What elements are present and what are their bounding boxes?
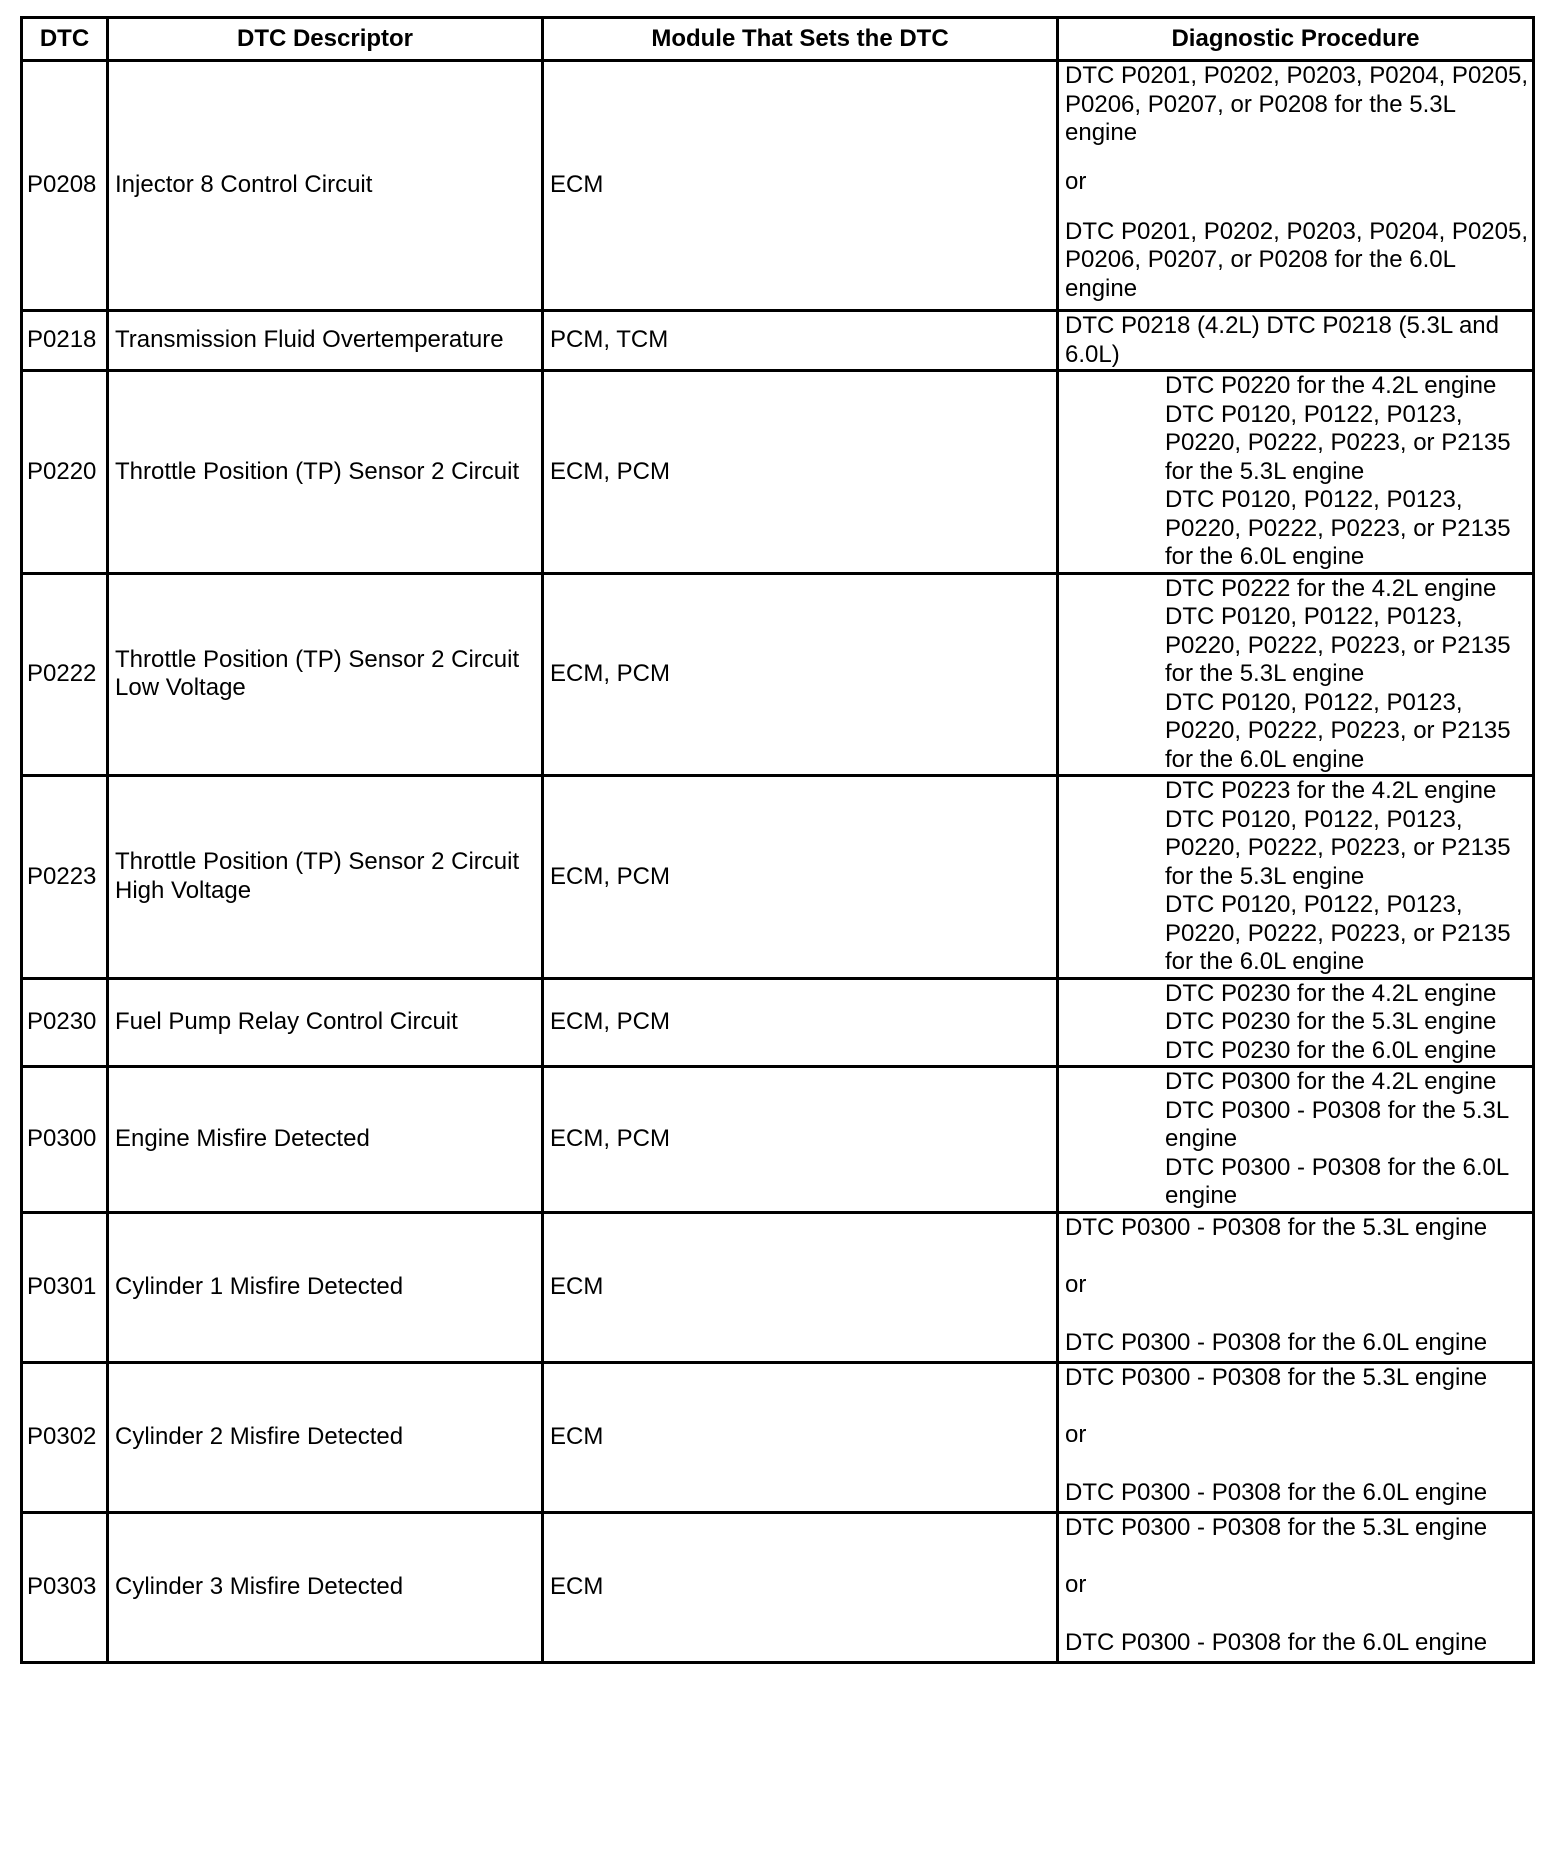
descriptor-cell: Throttle Position (TP) Sensor 2 Circuit — [108, 371, 543, 574]
procedure-cell — [1058, 978, 1534, 1067]
dtc-code-cell: P0208 — [22, 61, 108, 311]
procedure-line: DTC P0120, P0122, P0123, P0220, P0222, P0223, or P2135 for the 6.0L engine — [1165, 688, 1511, 773]
table-header-row — [22, 18, 1534, 61]
module-cell: ECM — [543, 1212, 1058, 1362]
procedure-line: DTC P0222 for the 4.2L engine — [1165, 574, 1497, 602]
procedure-line: DTC P0300 - P0308 for the 5.3L engine — [1165, 1096, 1509, 1152]
procedure-cell — [1058, 61, 1534, 311]
table-row — [22, 573, 1534, 776]
table-row — [22, 1362, 1534, 1512]
dtc-code-cell: P0230 — [22, 978, 108, 1067]
table-row — [22, 1212, 1534, 1362]
procedure-line: DTC P0300 - P0308 for the 6.0L engine — [1065, 1329, 1488, 1356]
procedure-cell — [1058, 573, 1534, 776]
procedure-cell: DTC P0218 (4.2L) DTC P0218 (5.3L and 6.0L) — [1058, 311, 1534, 371]
module-cell: ECM, PCM — [543, 371, 1058, 574]
dtc-code-cell: P0220 — [22, 371, 108, 574]
descriptor-cell: Fuel Pump Relay Control Circuit — [108, 978, 543, 1067]
module-cell: PCM, TCM — [543, 311, 1058, 371]
module-cell: ECM — [543, 1362, 1058, 1512]
procedure-line: DTC P0120, P0122, P0123, P0220, P0222, P0223, or P2135 for the 6.0L engine — [1165, 486, 1511, 570]
column-header-procedure: Diagnostic Procedure — [1058, 18, 1534, 61]
descriptor-cell: Cylinder 1 Misfire Detected — [108, 1212, 543, 1362]
dtc-code-cell: P0302 — [22, 1362, 108, 1512]
procedure-cell — [1058, 1362, 1534, 1512]
procedure-line: DTC P0201, P0202, P0203, P0204, P0205, P0206, P0207, or P0208 for the 5.3L engine — [1065, 62, 1528, 146]
procedure-or: or — [1065, 1421, 1087, 1449]
procedure-line: DTC P0220 for the 4.2L engine — [1165, 372, 1497, 399]
descriptor-cell: Throttle Position (TP) Sensor 2 Circuit Low Voltage — [108, 573, 543, 776]
descriptor-cell: Throttle Position (TP) Sensor 2 Circuit High Voltage — [108, 776, 543, 979]
procedure-line: DTC P0300 for the 4.2L engine — [1165, 1068, 1497, 1095]
dtc-code-cell: P0218 — [22, 311, 108, 371]
procedure-line: DTC P0120, P0122, P0123, P0220, P0222, P0223, or P2135 for the 5.3L engine — [1165, 805, 1511, 890]
procedure-line: DTC P0201, P0202, P0203, P0204, P0205, P0206, P0207, or P0208 for the 6.0L engine — [1065, 217, 1528, 302]
table-row — [22, 978, 1534, 1067]
procedure-line: DTC P0223 for the 4.2L engine — [1165, 777, 1497, 804]
table-row — [22, 1067, 1534, 1213]
descriptor-cell: Injector 8 Control Circuit — [108, 61, 543, 311]
table-row — [22, 776, 1534, 979]
procedure-line: DTC P0120, P0122, P0123, P0220, P0222, P0223, or P2135 for the 5.3L engine — [1165, 400, 1511, 485]
table-row — [22, 311, 1534, 371]
procedure-line: DTC P0300 - P0308 for the 6.0L engine — [1065, 1479, 1488, 1506]
descriptor-cell: Cylinder 2 Misfire Detected — [108, 1362, 543, 1512]
table-row — [22, 1512, 1534, 1662]
procedure-cell — [1058, 371, 1534, 574]
column-header-descriptor: DTC Descriptor — [108, 18, 543, 61]
table-row — [22, 61, 1534, 311]
procedure-cell — [1058, 776, 1534, 979]
dtc-code-cell: P0300 — [22, 1067, 108, 1213]
dtc-code-cell: P0303 — [22, 1512, 108, 1662]
procedure-or: or — [1065, 1271, 1087, 1299]
procedure-line: DTC P0230 for the 4.2L engine — [1165, 979, 1497, 1007]
procedure-cell — [1058, 1512, 1534, 1662]
module-cell: ECM — [543, 61, 1058, 311]
column-header-module: Module That Sets the DTC — [543, 18, 1058, 61]
procedure-cell — [1058, 1067, 1534, 1213]
procedure-cell — [1058, 1212, 1534, 1362]
procedure-line: DTC P0230 for the 6.0L engine — [1165, 1036, 1497, 1064]
dtc-code-cell: P0222 — [22, 573, 108, 776]
procedure-line: DTC P0230 for the 5.3L engine — [1165, 1008, 1497, 1035]
descriptor-cell: Cylinder 3 Misfire Detected — [108, 1512, 543, 1662]
procedure-line: DTC P0120, P0122, P0123, P0220, P0222, P0223, or P2135 for the 6.0L engine — [1165, 891, 1511, 975]
procedure-line: DTC P0300 - P0308 for the 5.3L engine — [1065, 1513, 1488, 1541]
procedure-or: or — [1065, 1571, 1087, 1599]
dtc-table — [20, 16, 1535, 1664]
procedure-line: DTC P0300 - P0308 for the 5.3L engine — [1065, 1363, 1488, 1391]
module-cell: ECM — [543, 1512, 1058, 1662]
dtc-code-cell: P0301 — [22, 1212, 108, 1362]
procedure-line: DTC P0300 - P0308 for the 6.0L engine — [1065, 1629, 1488, 1656]
module-cell: ECM, PCM — [543, 1067, 1058, 1213]
descriptor-cell: Engine Misfire Detected — [108, 1067, 543, 1213]
procedure-line: DTC P0120, P0122, P0123, P0220, P0222, P0223, or P2135 for the 5.3L engine — [1165, 603, 1511, 687]
column-header-dtc: DTC — [22, 18, 108, 61]
dtc-code-cell: P0223 — [22, 776, 108, 979]
descriptor-cell: Transmission Fluid Overtemperature — [108, 311, 543, 371]
module-cell: ECM, PCM — [543, 573, 1058, 776]
module-cell: ECM, PCM — [543, 776, 1058, 979]
procedure-or: or — [1065, 168, 1087, 196]
table-row — [22, 371, 1534, 574]
procedure-line: DTC P0300 - P0308 for the 5.3L engine — [1065, 1213, 1488, 1241]
procedure-line: DTC P0300 - P0308 for the 6.0L engine — [1165, 1153, 1509, 1209]
module-cell: ECM, PCM — [543, 978, 1058, 1067]
